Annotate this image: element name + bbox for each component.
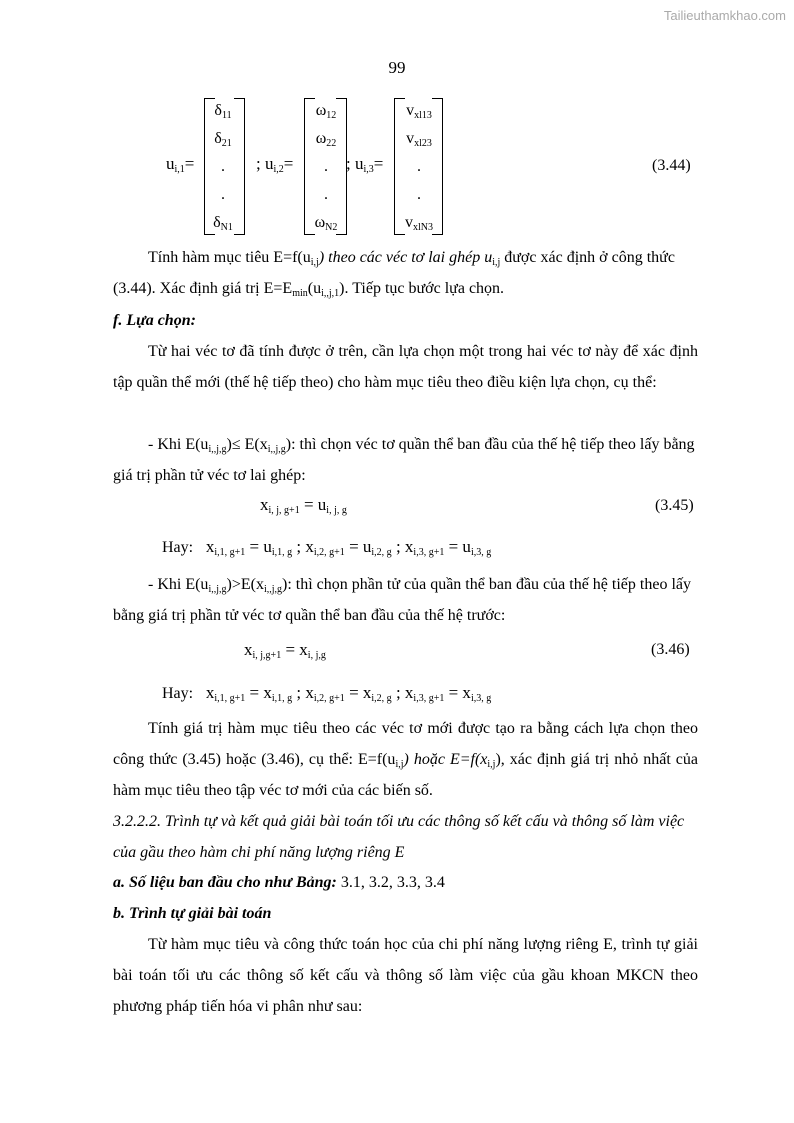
heading-procedure: b. Trình tự giải bài toán <box>113 905 272 922</box>
equation-number-3-44: (3.44) <box>652 157 691 174</box>
matrix-column-3: $v_{xl13}$ $v_{xl23}$ . . $v_{xlN3}$ <box>405 102 433 233</box>
matrix-column-2: $\omega_{12}$ $\omega_{22}$ . . $\omega_{N2}$ <box>314 102 338 233</box>
equation-hay-2: Hay: $x_{i,1, g+1} = x_{i,1, g}$ ; $x_{i,2, g+1} = x_{i,2, g}$ ; $x_{i,3, g+1} = x_{i,3, g}$ <box>162 683 492 704</box>
paragraph-selection-intro: Từ hai véc tơ đã tính được ở trên, cần lựa chọn một trong hai véc tơ này để xác định tập quần thể mới (thế hệ tiếp theo) cho hàm mục tiêu theo điều kiện lựa chọn, cụ thể: <box>113 343 698 391</box>
bracket-right-3 <box>432 98 443 235</box>
paragraph-case-le: - Khi $E(u_{i,,j,g})\le E(x_{i,,j,g})$: thì chọn véc tơ quần thể ban đầu của thế hệ tiếp theo lấy bằng giá trị phần tử véc tơ lai ghép: <box>113 436 695 484</box>
heading-selection: f. Lựa chọn: <box>113 312 196 329</box>
page-number: 99 <box>388 58 406 77</box>
matrix-lhs-3: ; $u_{i,3}=$ <box>346 154 384 175</box>
paragraph-compute-new: Tính giá trị hàm mục tiêu theo các véc tơ mới được tạo ra bằng cách lựa chọn theo công thức (3.45) hoặc (3.46), cụ thể: $E=f(u_{i,j})$ hoặc $E=f(x_{i,j})$, xác định giá trị nhỏ nhất của hàm mục tiêu theo tập véc tơ mới của các biến số. <box>113 720 698 799</box>
paragraph-procedure: Từ hàm mục tiêu và công thức toán học của chi phí năng lượng riêng E, trình tự giải bài toán tối ưu các thông số kết cấu và thông số làm việc của gầu khoan MKCN theo phương pháp tiến hóa vi phân như sau: <box>113 936 698 1015</box>
matrix-lhs-1: $u_{i,1}=$ <box>166 154 195 175</box>
paragraph-compute-objective: Tính hàm mục tiêu $E=f(u_{i,j})$ theo các véc tơ lai ghép $u_{i,j}$ được xác định ở công thức (3.44). Xác định giá trị $E=E_{min}(u_{i,,j,1})$. Tiếp tục bước lựa chọn. <box>113 249 675 299</box>
equation-hay-1: Hay: $x_{i,1, g+1} = u_{i,1, g}$ ; $x_{i,2, g+1} = u_{i,2, g}$ ; $x_{i,3, g+1} = u_{i,3, g}$ <box>162 537 492 558</box>
equation-number-3-46: (3.46) <box>651 641 690 658</box>
heading-initial-data: a. Số liệu ban đầu cho như Bảng: 3.1, 3.2, 3.3, 3.4 <box>113 874 445 891</box>
equation-number-3-45: (3.45) <box>655 497 694 514</box>
watermark: Tailieuthamkhao.com <box>663 8 786 23</box>
bracket-right-1 <box>234 98 245 235</box>
paragraph-case-gt: - Khi $E(u_{i,,j,g})>E(x_{i,,j,g})$: thì chọn phần tử của quần thể ban đầu của thế hệ tiếp theo lấy bằng giá trị phần tử véc tơ quần thể ban đầu của thế hệ trước: <box>113 576 691 624</box>
heading-3-2-2-2: 3.2.2.2. Trình tự và kết quả giải bài toán tối ưu các thông số kết cấu và thông số làm việc của gầu theo hàm chi phí năng lượng riêng E <box>113 813 685 861</box>
equation-3-45: $x_{i, j, g+1} = u_{i, j, g}$ <box>260 495 347 516</box>
matrix-column-1: $\delta_{11}$ $\delta_{21}$ . . $\delta_{N1}$ <box>213 102 233 233</box>
equation-3-46: $x_{i, j,g+1} = x_{i, j,g}$ <box>244 640 326 661</box>
matrix-lhs-2: ; $u_{i,2}=$ <box>256 154 294 175</box>
